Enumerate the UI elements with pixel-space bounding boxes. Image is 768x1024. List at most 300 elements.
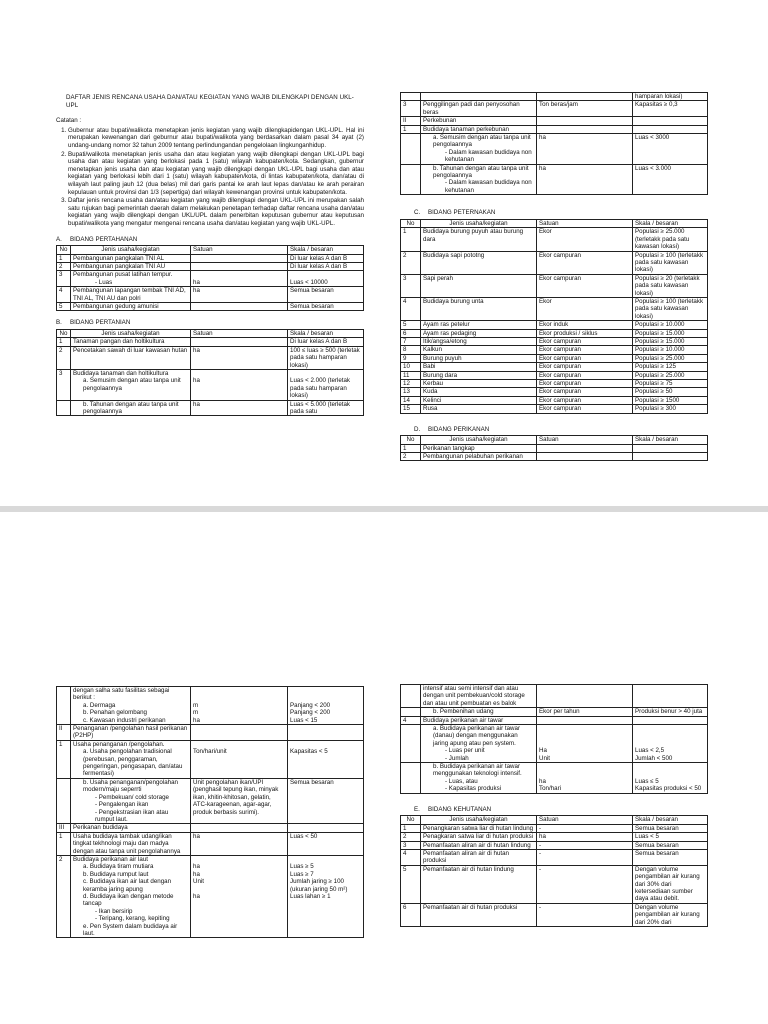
cell-line: a. Semusim dengan atau tanpa unit pengolaannya	[433, 134, 531, 149]
table-header-row	[57, 329, 364, 337]
cell-no	[401, 125, 421, 133]
cell-line: Luas < 10000	[290, 278, 328, 286]
cell-line: Kuda	[423, 388, 438, 396]
section-heading-d: D. BIDANG PERIKANAN	[414, 425, 490, 433]
cell-line: 9	[403, 354, 407, 362]
section-heading-c: C. BIDANG PETERNAKAN	[414, 209, 496, 217]
cell-line: intensif atau semi intensif dan atau dengan unit pembekuan/cold storage dan atau unit pembuatan es balok	[423, 685, 525, 707]
cell-line: 3	[403, 101, 407, 109]
cell-skala	[633, 363, 708, 371]
cell-line: a. Usaha pengolahan tradisional (perebusan, penggaraman, pengeringan, pengasapan, dan/atau fermentasi)	[83, 748, 183, 778]
cell-line: Jumlah jaring ≥ 100 (ukuran jaring 50 m²)	[290, 878, 348, 893]
cell-jenis	[421, 363, 537, 371]
cell-line	[290, 687, 361, 694]
cell-line: Luas < 5	[635, 833, 659, 841]
cell-satuan	[191, 369, 288, 400]
section-heading-e: E. BIDANG KEHUTANAN	[414, 805, 492, 813]
cell-jenis	[421, 685, 537, 708]
table-row	[57, 262, 364, 270]
cell-jenis	[71, 400, 191, 416]
cell-line	[193, 303, 285, 310]
cell-line: 11	[403, 371, 410, 379]
table-row	[57, 302, 364, 310]
header-satuan: Satuan	[537, 816, 633, 824]
cell-satuan	[537, 396, 633, 404]
header-skala: Skala / besaran	[633, 219, 708, 227]
header-jenis: Jenis usaha/kegiatan	[71, 246, 191, 254]
cell-line: Populasi ≥ 125	[635, 363, 676, 371]
cell-line: Perikanan tangkap	[423, 444, 475, 452]
cell-no	[401, 841, 421, 849]
cell-line: 6	[403, 903, 407, 911]
cell-skala	[633, 763, 708, 794]
cell-skala	[288, 254, 364, 262]
cell-line: Pencetakan sawah di luar kawasan hutan	[73, 346, 188, 354]
cell-line: Pembangunan pelabuhan perikanan	[423, 453, 523, 461]
cell-line: Pembangunan pangkalan TNI AU	[73, 262, 166, 270]
cell-line	[403, 165, 418, 172]
cell-line: Ekor campuran	[539, 354, 581, 362]
cell-line: ha	[193, 287, 200, 295]
cell-line	[539, 763, 630, 770]
cell-line: Penggilingan padi dan penyosohan beras	[423, 101, 520, 116]
header-no: No	[401, 816, 421, 824]
cell-line: Populasi ≥ 100 (terletakk pada satu kawasan lokasi)	[635, 251, 704, 274]
cell-no	[401, 685, 421, 708]
cell-line: 1	[403, 444, 407, 452]
table-d-continued	[56, 686, 364, 938]
cell-line: Populasi ≥ 75	[635, 380, 673, 387]
table-row	[401, 346, 708, 354]
cell-line: b. Penahan gelombang	[83, 709, 147, 717]
cell-jenis	[71, 262, 191, 270]
cell-line	[423, 93, 534, 100]
cell-line: Burung dara	[423, 371, 458, 379]
table-row	[401, 125, 708, 133]
cell-skala	[633, 101, 708, 117]
cell-no	[57, 740, 71, 778]
cell-skala	[633, 93, 708, 101]
cell-line: Semua besaran	[290, 287, 334, 295]
cell-jenis	[421, 297, 537, 320]
table-row	[401, 329, 708, 337]
header-no: No	[401, 436, 421, 444]
cell-skala	[633, 164, 708, 195]
header-skala: Skala / besaran	[633, 816, 708, 824]
cell-satuan	[191, 855, 288, 937]
cell-line	[59, 401, 68, 408]
cell-line	[403, 93, 418, 100]
cell-line: Luas < 2.000 (terletak pada satu hamparan lokasi)	[290, 377, 351, 400]
cell-satuan	[191, 262, 288, 270]
cell-line: 13	[403, 388, 410, 396]
cell-line: b. Tahunan dengan atau tanpa unit pengolaannya	[83, 400, 179, 415]
table-row	[401, 763, 708, 794]
cell-jenis	[421, 125, 537, 133]
cell-line: a. Budidaya perikanan air tawar (danau) dengan menggunakan jaring apung atau pen system.	[433, 725, 521, 747]
table-row	[401, 228, 708, 251]
cell-line: 4	[59, 287, 63, 295]
table-row	[57, 400, 364, 416]
cell-line: -	[539, 865, 542, 873]
cell-line: Panjang < 200	[290, 709, 331, 717]
cell-satuan	[537, 763, 633, 794]
cell-line	[635, 740, 705, 747]
table-header-row	[57, 246, 364, 254]
cell-no	[401, 354, 421, 362]
cell-line	[635, 453, 705, 460]
cell-line: - Teripang, kerang, kepiting	[95, 915, 170, 923]
table-e	[400, 815, 708, 927]
cell-skala	[633, 865, 708, 903]
cell-skala	[633, 134, 708, 165]
cell-skala	[633, 117, 708, 125]
cell-line: hamparan lokasi)	[635, 93, 683, 100]
cell-skala	[288, 302, 364, 310]
cell-line: Ekor campuran	[539, 346, 581, 354]
cell-line: 2	[403, 251, 407, 259]
cell-skala	[288, 400, 364, 416]
cell-no	[57, 824, 71, 832]
cell-skala	[633, 346, 708, 354]
cell-line: Luas ≤ 5	[635, 777, 659, 785]
cell-no	[57, 400, 71, 416]
cell-line: Pemanfaatan air di hutan lindung	[423, 865, 514, 873]
cell-line	[193, 725, 285, 732]
cell-satuan	[191, 725, 288, 741]
cell-line: - Kapasitas produksi	[445, 785, 502, 793]
cell-no	[57, 271, 71, 287]
cell-line: Populasi ≥ 100 (terletakk pada satu kawasan lokasi)	[635, 297, 704, 320]
cell-satuan	[191, 254, 288, 262]
cell-jenis	[421, 833, 537, 841]
cell-satuan	[191, 740, 288, 778]
cell-line: Ekor produksi / siklus	[539, 329, 598, 337]
cell-line: Di luar kelas A dan B	[290, 262, 348, 270]
cell-line	[635, 732, 705, 739]
right-column-page-2	[400, 684, 708, 927]
cell-line: 1	[403, 125, 407, 133]
cell-satuan	[537, 329, 633, 337]
cell-line: Kapasitas ≥ 0,3	[635, 101, 678, 109]
note-item: 2. Bupati/walikota menetapkan jenis usaha dan atau kegiatan yang wajib dilengkapi dengan UKL-UPL bagi usaha dan atau kegiatan yang berlokasi pada 1 (satu) wilayah kabupaten/kota. Sedangkan, gubernur menetapkan jenis usaha dan atau kegiatan yang wajib dilengkapi dengan UKL-UPL bagi usaha dan atau kegiatan yang berlokasi lebih dari 1 (satu) wilayah kabupaten/kota, di lintas kabupaten/kota, dan/atau di wilayah laut paling jauh 12 (dua belas) mil dari garis pantai ke arah laut lepas dan/atau ke arah perairan kepulauan untuk provinsi dan 1/3 (sepertiga) dari wilayah kewenangan provinsi untuk kabupaten/kota.	[68, 151, 364, 197]
cell-line: Pembangunan gedung amunisi	[73, 302, 159, 310]
cell-line: Semua besaran	[635, 841, 679, 849]
table-row	[57, 338, 364, 346]
table-header-row	[401, 436, 708, 444]
cell-line	[635, 717, 705, 724]
cell-line: Usaha penanganan /pengolahan.	[73, 740, 165, 748]
cell-satuan	[537, 251, 633, 274]
cell-line: Budidaya sapi pototng	[423, 251, 485, 259]
cell-line: - Pengekstrasian ikan atau rumput laut.	[95, 808, 169, 823]
cell-line: Pembangunan pangkalan TNI AL	[73, 254, 165, 262]
cell-line	[290, 370, 361, 377]
cell-jenis	[421, 134, 537, 165]
cell-line: ha	[539, 833, 546, 841]
cell-line: Ekor campuran	[539, 251, 581, 259]
cell-skala	[633, 833, 708, 841]
cell-line: Dengan volume pengambilan air kurang dari 30% dari ketersediaan sumber daya atau debit.	[635, 865, 700, 903]
cell-line: c. Kawasan industri perikanan	[83, 716, 166, 724]
cell-skala	[288, 832, 364, 855]
cell-skala	[288, 346, 364, 369]
cell-line: 10	[403, 363, 410, 371]
cell-no	[57, 855, 71, 937]
cell-jenis	[71, 778, 191, 823]
cell-skala	[633, 321, 708, 329]
cell-skala	[633, 716, 708, 724]
table-row	[401, 297, 708, 320]
cell-line: Budidaya perikanan air tawar	[423, 716, 504, 724]
cell-skala	[633, 251, 708, 274]
cell-no	[401, 337, 421, 345]
cell-no	[401, 824, 421, 832]
cell-jenis	[421, 164, 537, 195]
cell-line	[635, 117, 705, 124]
cell-line: Pemanfaatan aliran air di hutan lindung	[423, 841, 531, 849]
cell-skala	[633, 444, 708, 452]
cell-line: Unit pengolahan ikan/UPI (penghasil tepung ikan, minyak ikan, khitin-khitosan, gelatin, ATC-karageenan, agar-agar, produk berbasis surimi).	[193, 778, 279, 816]
cell-line: 5	[403, 321, 407, 329]
table-row	[57, 254, 364, 262]
cell-line: Luas < 50	[290, 832, 318, 840]
cell-jenis	[421, 716, 537, 724]
cell-line: Pemanfaatan air di hutan produksi	[423, 903, 518, 911]
cell-line: Populasi ≥ 1500	[635, 396, 680, 404]
cell-no	[57, 725, 71, 741]
cell-skala	[633, 405, 708, 413]
cell-satuan	[191, 271, 288, 287]
cell-satuan	[191, 338, 288, 346]
cell-line: Ekor	[539, 228, 552, 236]
cell-line: b. Tahunan dengan atau tanpa unit pengolaannya	[433, 164, 529, 180]
notes-label: Catatan :	[56, 117, 82, 125]
cell-line: Populasi ≥ 10.000	[635, 321, 685, 329]
cell-line: - Luas	[95, 278, 113, 286]
cell-jenis	[421, 117, 537, 125]
cell-skala	[633, 380, 708, 388]
table-row	[401, 164, 708, 195]
cell-satuan	[537, 444, 633, 452]
left-column	[56, 94, 364, 416]
cell-line: Populasi ≥ 50	[635, 388, 673, 396]
cell-skala	[633, 297, 708, 320]
cell-line: - Luas, atau	[445, 777, 478, 785]
cell-satuan	[537, 725, 633, 763]
table-row	[57, 287, 364, 303]
cell-no	[401, 849, 421, 865]
cell-satuan	[537, 125, 633, 133]
table-row	[57, 855, 364, 937]
table-row	[401, 453, 708, 461]
section-heading-b: B. BIDANG PERTANIAN	[56, 319, 131, 327]
cell-line: Kapasitas < 5	[290, 748, 328, 756]
cell-line: Luas < 2,5	[635, 747, 665, 755]
table-row	[401, 865, 708, 903]
table-row	[401, 134, 708, 165]
cell-jenis	[421, 396, 537, 404]
table-row	[57, 740, 364, 778]
cell-line: 1	[403, 228, 407, 236]
cell-line: Populasi ≥ 25.000 (terletakk pada satu kawasan lokasi)	[635, 228, 690, 251]
cell-line: Ekor campuran	[539, 337, 581, 345]
cell-line: ha	[193, 278, 200, 286]
cell-no	[401, 251, 421, 274]
cell-satuan	[191, 824, 288, 832]
cell-line	[193, 741, 285, 748]
cell-line	[403, 763, 418, 770]
cell-line: 4	[403, 716, 407, 724]
table-row	[57, 346, 364, 369]
cell-line	[193, 824, 285, 831]
table-row	[401, 708, 708, 716]
cell-line: Ekor campuran	[539, 363, 581, 371]
cell-line: Sapi perah	[423, 274, 453, 282]
cell-no	[401, 164, 421, 195]
cell-line: - Ikan bersirip	[95, 907, 133, 915]
cell-skala	[288, 725, 364, 741]
cell-satuan	[191, 778, 288, 823]
table-header-row	[401, 816, 708, 824]
cell-line	[635, 445, 705, 452]
cell-no	[57, 338, 71, 346]
cell-no	[401, 380, 421, 388]
cell-line: ha	[193, 400, 200, 408]
cell-line: Populasi ≥ 25.000	[635, 354, 685, 362]
cell-line: -	[539, 841, 542, 849]
cell-line	[59, 687, 68, 694]
cell-line: Panjang < 200	[290, 701, 331, 709]
cell-line: Semua besaran	[635, 849, 679, 857]
cell-no	[401, 388, 421, 396]
cell-no	[401, 117, 421, 125]
cell-satuan	[191, 400, 288, 416]
cell-line: Semua besaran	[635, 824, 679, 832]
cell-line	[193, 263, 285, 270]
cell-skala	[633, 125, 708, 133]
table-row	[57, 778, 364, 823]
cell-line	[539, 740, 630, 747]
cell-jenis	[421, 321, 537, 329]
cell-line: Ekor induk	[539, 321, 569, 329]
cell-satuan	[537, 371, 633, 379]
table-d-continued-2	[400, 684, 708, 794]
cell-line: Usaha budidaya tambak udang/ikan tingkat tekhnologi maju dan madya dengan atau tanpa unit pengolahannya	[73, 832, 181, 855]
header-no: No	[57, 329, 71, 337]
cell-no	[401, 444, 421, 452]
cell-line: Perikanan budidaya	[73, 824, 128, 832]
cell-no	[401, 371, 421, 379]
cell-line: Ekor campuran	[539, 380, 581, 387]
cell-line	[539, 717, 630, 724]
cell-line: Produksi benur > 40 juta	[635, 708, 703, 716]
cell-satuan	[537, 117, 633, 125]
cell-skala	[633, 371, 708, 379]
header-jenis: Jenis usaha/kegiatan	[71, 329, 191, 337]
cell-line: Ekor	[539, 297, 552, 305]
cell-no	[401, 329, 421, 337]
cell-line: Dengan volume pengambilan air kurang dari 20% dari	[635, 903, 700, 926]
cell-jenis	[71, 287, 191, 303]
cell-line: Ekor campuran	[539, 371, 581, 379]
cell-line	[539, 725, 630, 732]
cell-line: Ha	[539, 747, 547, 755]
cell-line: Ekor campuran	[539, 405, 581, 413]
cell-line	[290, 741, 361, 748]
cell-no	[401, 865, 421, 903]
table-row	[401, 396, 708, 404]
cell-line: 8	[403, 346, 407, 354]
cell-line: a. Budidaya tiram mutiara	[83, 863, 154, 871]
cell-skala	[633, 824, 708, 832]
cell-skala	[288, 369, 364, 400]
cell-line	[403, 685, 418, 692]
cell-line: - Luas per unit	[445, 747, 485, 755]
cell-line: Burung puyuh	[423, 354, 462, 362]
cell-jenis	[71, 346, 191, 369]
cell-line	[635, 763, 705, 770]
cell-no	[401, 321, 421, 329]
cell-line: Di luar kelas A dan B	[290, 254, 348, 262]
cell-no	[401, 903, 421, 926]
cell-line: a. Dermaga	[83, 701, 116, 709]
cell-satuan	[537, 354, 633, 362]
table-b-continued	[400, 92, 708, 195]
cell-line: 2	[403, 833, 407, 841]
cell-skala	[288, 687, 364, 725]
cell-line: Ekor per tahun	[539, 708, 580, 716]
cell-line	[193, 338, 285, 345]
cell-line	[193, 271, 285, 278]
cell-line	[290, 271, 361, 278]
cell-satuan	[537, 824, 633, 832]
table-header-row	[401, 219, 708, 227]
cell-line	[539, 445, 630, 452]
cell-line	[403, 134, 418, 141]
cell-jenis	[421, 346, 537, 354]
cell-skala	[288, 740, 364, 778]
cell-satuan	[191, 287, 288, 303]
cell-line: Populasi ≥ 10.000	[635, 346, 685, 354]
cell-line	[539, 126, 630, 133]
cell-no	[401, 228, 421, 251]
cell-no	[401, 833, 421, 841]
cell-jenis	[421, 228, 537, 251]
cell-line: -	[539, 903, 542, 911]
cell-line: 1	[403, 824, 407, 832]
cell-jenis	[71, 725, 191, 741]
cell-line: e. Pen System dalam budidaya air laut.	[83, 922, 178, 937]
cell-jenis	[71, 302, 191, 310]
cell-skala	[633, 228, 708, 251]
cell-line: Populasi ≥ 15.000	[635, 329, 685, 337]
cell-line: Budidaya burung puyuh atau burung dara	[423, 228, 524, 243]
header-jenis: Jenis usaha/kegiatan	[421, 816, 537, 824]
cell-line	[635, 126, 705, 133]
cell-line	[290, 856, 361, 863]
cell-line	[539, 453, 630, 460]
cell-line	[403, 725, 418, 732]
cell-jenis	[421, 405, 537, 413]
table-row	[401, 388, 708, 396]
cell-line: b. Budidaya perikanan air tawar menggunakan teknologi intensif.	[433, 763, 522, 778]
cell-line: Populasi ≥ 300	[635, 405, 676, 413]
cell-line: 5	[403, 865, 407, 873]
cell-line: - Pengalengan ikan	[95, 801, 149, 809]
cell-skala	[633, 725, 708, 763]
cell-line: m	[193, 709, 199, 717]
